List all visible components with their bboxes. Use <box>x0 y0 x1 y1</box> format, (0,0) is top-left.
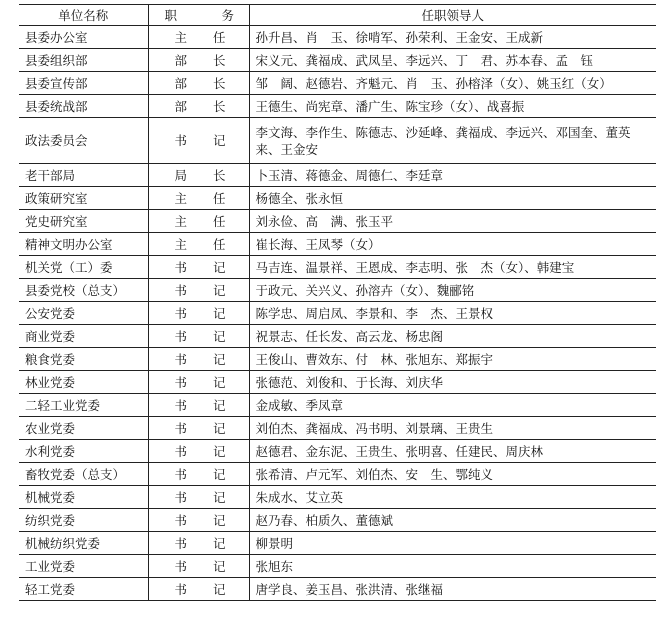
leaders-cell: 王德生、尚宪章、潘广生、陈宝珍（女）、战喜振 <box>249 95 656 118</box>
table-row <box>19 164 656 187</box>
unit-name-cell: 县委办公室 <box>19 26 148 49</box>
unit-name-cell: 县委组织部 <box>19 49 148 72</box>
table-row <box>19 417 656 440</box>
leaders-cell: 朱成水、艾立英 <box>249 486 656 509</box>
post-cell: 书记 <box>148 463 249 486</box>
header-leaders: 任职领导人 <box>249 5 656 26</box>
post-cell: 主任 <box>148 210 249 233</box>
leaders-cell: 杨德全、张永恒 <box>249 187 656 210</box>
post-cell: 部长 <box>148 72 249 95</box>
post-cell: 书记 <box>148 555 249 578</box>
table-header <box>19 5 656 26</box>
leaders-cell: 陈学忠、周启凤、李景和、李 杰、王景权 <box>249 302 656 325</box>
unit-name-cell: 畜牧党委（总支） <box>19 463 148 486</box>
unit-name-cell: 机械纺织党委 <box>19 532 148 555</box>
unit-name-cell: 工业党委 <box>19 555 148 578</box>
post-cell: 书记 <box>148 440 249 463</box>
unit-name-cell: 政策研究室 <box>19 187 148 210</box>
unit-name-cell: 机关党（工）委 <box>19 256 148 279</box>
unit-name-cell: 县委统战部 <box>19 95 148 118</box>
table-row <box>19 555 656 578</box>
unit-name-cell: 公安党委 <box>19 302 148 325</box>
unit-name-cell: 水利党委 <box>19 440 148 463</box>
unit-name-cell: 林业党委 <box>19 371 148 394</box>
table-row <box>19 95 656 118</box>
post-cell: 书记 <box>148 302 249 325</box>
leaders-cell: 李文海、李作生、陈德志、沙延峰、龚福成、李远兴、邓国奎、董英来、王金安 <box>249 118 656 164</box>
table-row <box>19 256 656 279</box>
unit-name-cell: 机械党委 <box>19 486 148 509</box>
leaders-cell: 张希清、卢元军、刘伯杰、安 生、鄂纯义 <box>249 463 656 486</box>
table-row <box>19 394 656 417</box>
post-cell: 局长 <box>148 164 249 187</box>
unit-name-cell: 县委党校（总支） <box>19 279 148 302</box>
table-row <box>19 348 656 371</box>
unit-name-cell: 纺织党委 <box>19 509 148 532</box>
table-row <box>19 118 656 164</box>
post-cell: 书记 <box>148 578 249 601</box>
leaders-cell: 赵德君、金东泥、王贵生、张明喜、任建民、周庆林 <box>249 440 656 463</box>
post-cell: 主任 <box>148 233 249 256</box>
leaders-cell: 金成敏、季凤章 <box>249 394 656 417</box>
post-cell: 书记 <box>148 325 249 348</box>
leaders-cell: 刘伯杰、龚福成、冯书明、刘景璃、王贵生 <box>249 417 656 440</box>
table-row <box>19 578 656 601</box>
leaders-cell: 唐学良、姜玉昌、张洪清、张继福 <box>249 578 656 601</box>
table-row <box>19 302 656 325</box>
leaders-cell: 赵乃春、柏质久、董德斌 <box>249 509 656 532</box>
table-body <box>19 26 656 601</box>
table-row <box>19 210 656 233</box>
unit-name-cell: 党史研究室 <box>19 210 148 233</box>
post-cell: 书记 <box>148 417 249 440</box>
post-cell: 书记 <box>148 532 249 555</box>
table-row <box>19 233 656 256</box>
post-cell: 部长 <box>148 49 249 72</box>
leaders-table <box>19 4 656 601</box>
post-cell: 书记 <box>148 348 249 371</box>
leaders-cell: 于政元、关兴义、孙溶卉（女）、魏郦铭 <box>249 279 656 302</box>
leaders-cell: 张德范、刘俊和、于长海、刘庆华 <box>249 371 656 394</box>
unit-name-cell: 商业党委 <box>19 325 148 348</box>
table-row <box>19 187 656 210</box>
leaders-cell: 刘永俭、高 满、张玉平 <box>249 210 656 233</box>
table-row <box>19 72 656 95</box>
leaders-cell: 邹 阔、赵德岩、齐魁元、肖 玉、孙榕泽（女）、姚玉红（女） <box>249 72 656 95</box>
post-cell: 主任 <box>148 187 249 210</box>
post-cell: 书记 <box>148 486 249 509</box>
unit-name-cell: 老干部局 <box>19 164 148 187</box>
table-row <box>19 532 656 555</box>
table-row <box>19 486 656 509</box>
leaders-cell: 柳景明 <box>249 532 656 555</box>
table-row <box>19 371 656 394</box>
unit-name-cell: 二轻工业党委 <box>19 394 148 417</box>
unit-name-cell: 精神文明办公室 <box>19 233 148 256</box>
unit-name-cell: 轻工党委 <box>19 578 148 601</box>
table-row <box>19 26 656 49</box>
table-row <box>19 463 656 486</box>
post-cell: 书记 <box>148 371 249 394</box>
header-row <box>19 5 656 26</box>
leaders-cell: 宋义元、龚福成、武凤呈、李远兴、丁 君、苏本春、孟 钰 <box>249 49 656 72</box>
unit-name-cell: 粮食党委 <box>19 348 148 371</box>
leaders-cell: 祝景志、任长发、高云龙、杨忠阁 <box>249 325 656 348</box>
header-unit-name: 单位名称 <box>19 5 148 26</box>
unit-name-cell: 政法委员会 <box>19 118 148 164</box>
table-row <box>19 509 656 532</box>
leaders-cell: 马吉连、温景祥、王恩成、李志明、张 杰（女）、韩建宝 <box>249 256 656 279</box>
leaders-cell: 孙升昌、肖 玉、徐啃军、孙荣利、王金安、王成新 <box>249 26 656 49</box>
leaders-cell: 王俊山、曹效东、付 林、张旭东、郑振宇 <box>249 348 656 371</box>
leaders-cell: 张旭东 <box>249 555 656 578</box>
table-row <box>19 49 656 72</box>
post-cell: 书记 <box>148 509 249 532</box>
post-cell: 书记 <box>148 118 249 164</box>
post-cell: 部长 <box>148 95 249 118</box>
table-row <box>19 279 656 302</box>
post-cell: 书记 <box>148 279 249 302</box>
post-cell: 书记 <box>148 256 249 279</box>
unit-name-cell: 县委宣传部 <box>19 72 148 95</box>
leaders-cell: 卜玉清、蒋德金、周德仁、李廷章 <box>249 164 656 187</box>
leaders-cell: 崔长海、王凤琴（女） <box>249 233 656 256</box>
table-row <box>19 440 656 463</box>
post-cell: 书记 <box>148 394 249 417</box>
post-cell: 主任 <box>148 26 249 49</box>
header-post: 职 务 <box>148 5 249 26</box>
table-row <box>19 325 656 348</box>
unit-name-cell: 农业党委 <box>19 417 148 440</box>
